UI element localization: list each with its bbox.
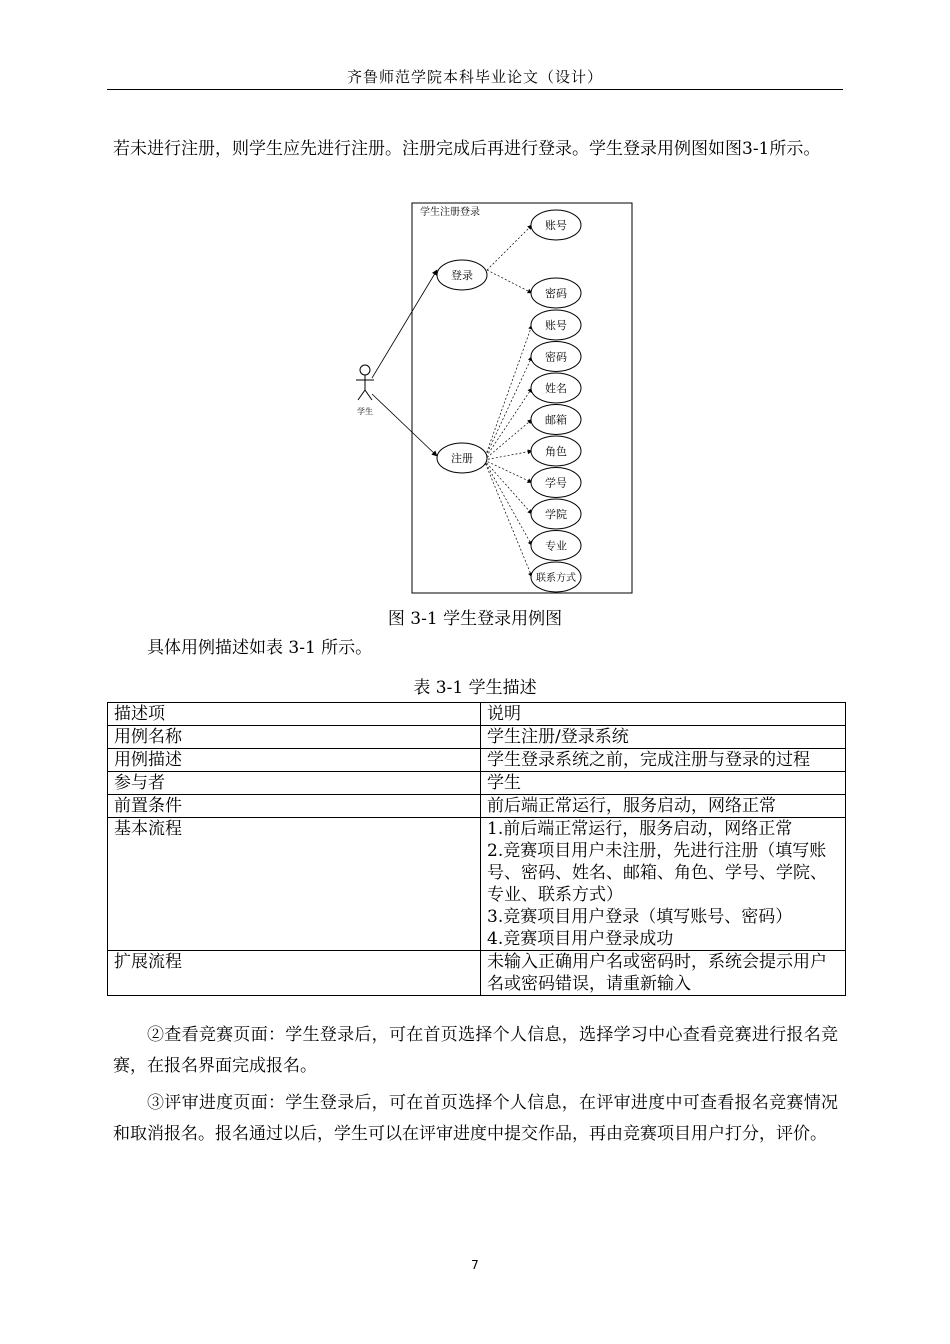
register-item-link <box>484 460 532 483</box>
register-item-label: 专业 <box>545 539 567 553</box>
page-number: 7 <box>471 1258 479 1272</box>
table-cell-description: 未输入正确用户名或密码时，系统会提示用户名或密码错误，请重新输入 <box>481 951 846 996</box>
register-item-ellipses <box>531 310 581 592</box>
actor-login-association <box>372 270 437 378</box>
actor-label: 学生 <box>357 407 373 416</box>
table-intro: 具体用例描述如表 3-1 所示。 <box>147 638 373 658</box>
table-row <box>108 818 846 951</box>
system-boundary <box>412 203 632 593</box>
usecase-login-label: 登录 <box>451 269 473 282</box>
register-item-label: 姓名 <box>545 382 567 395</box>
actor-register-association <box>372 394 437 456</box>
table-caption: 表 3-1 学生描述 <box>413 678 537 698</box>
actor-figure <box>356 365 374 400</box>
intro-paragraph: 若未进行注册，则学生应先进行注册。注册完成后再进行登录。学生登录用例图如图3-1所示。 <box>113 139 821 159</box>
register-item-link <box>484 460 532 577</box>
register-item-label: 密码 <box>545 350 567 364</box>
register-item-link <box>484 357 532 461</box>
register-item-link <box>484 460 532 546</box>
paragraph-competition-page: ②查看竞赛页面：学生登录后，可在首页选择个人信息，选择学习中心查看竞赛进行报名竞赛，在报名界面完成报名。 <box>113 1025 838 1076</box>
login-item-label: 账号 <box>545 219 567 232</box>
table-cell-description: 前后端正常运行，服务启动，网络正常 <box>481 795 846 818</box>
register-item-link <box>484 460 532 514</box>
table-row <box>108 772 846 795</box>
use-case-description-table <box>107 702 846 996</box>
login-include-links <box>487 225 532 293</box>
table-cell-item: 描述项 <box>108 703 481 726</box>
login-item-link <box>487 270 532 293</box>
register-item-label: 学院 <box>545 508 567 521</box>
figure-caption: 图 3-1 学生登录用例图 <box>387 609 563 629</box>
register-item-label: 邮箱 <box>545 413 567 427</box>
register-item-label: 联系方式 <box>536 573 576 584</box>
paragraph-review-progress: ③评审进度页面：学生登录后，可在首页选择个人信息，在评审进度中可查看报名竞赛情况和取消报名。报名通过以后，学生可以在评审进度中提交作品，再由竞赛项目用户打分，评价。 <box>113 1093 838 1144</box>
table-row <box>108 795 846 818</box>
register-include-links <box>484 325 532 577</box>
table-row <box>108 726 846 749</box>
table-cell-description: 学生登录系统之前，完成注册与登录的过程 <box>481 749 846 772</box>
register-item-link <box>484 451 532 460</box>
table-cell-description: 学生注册/登录系统 <box>481 726 846 749</box>
table-cell-item: 前置条件 <box>108 795 481 818</box>
login-item-label: 密码 <box>545 287 567 300</box>
boundary-title: 学生注册登录 <box>420 207 480 218</box>
register-item-label: 角色 <box>545 445 567 458</box>
table-cell-description: 说明 <box>481 703 846 726</box>
table-row <box>108 749 846 772</box>
register-item-label: 学号 <box>545 476 567 490</box>
table-cell-description: 学生 <box>481 772 846 795</box>
usecase-register-label: 注册 <box>451 452 473 465</box>
table-row <box>108 951 846 996</box>
table-cell-item: 用例描述 <box>108 749 481 772</box>
login-item-link <box>487 225 532 270</box>
table-cell-description: 1.前后端正常运行，服务启动，网络正常 2.竞赛项目用户未注册，先进行注册（填写账号、密码、姓名、邮箱、角色、学号、学院、专业、联系方式） 3.竞赛项目用户登录（填写账号、密码） 4.竞赛项目用户登录成功 <box>481 818 846 951</box>
table-cell-item: 基本流程 <box>108 818 481 951</box>
page-header: 齐鲁师范学院本科毕业论文（设计） <box>346 68 603 86</box>
table-cell-item: 扩展流程 <box>108 951 481 996</box>
header-divider <box>107 89 843 90</box>
table-cell-item: 用例名称 <box>108 726 481 749</box>
use-case-diagram <box>350 198 640 598</box>
table-row <box>108 703 846 726</box>
login-item-ellipses <box>531 210 581 308</box>
register-item-link <box>484 388 532 460</box>
register-item-link <box>484 325 532 460</box>
register-item-label: 账号 <box>545 319 567 332</box>
table-cell-item: 参与者 <box>108 772 481 795</box>
